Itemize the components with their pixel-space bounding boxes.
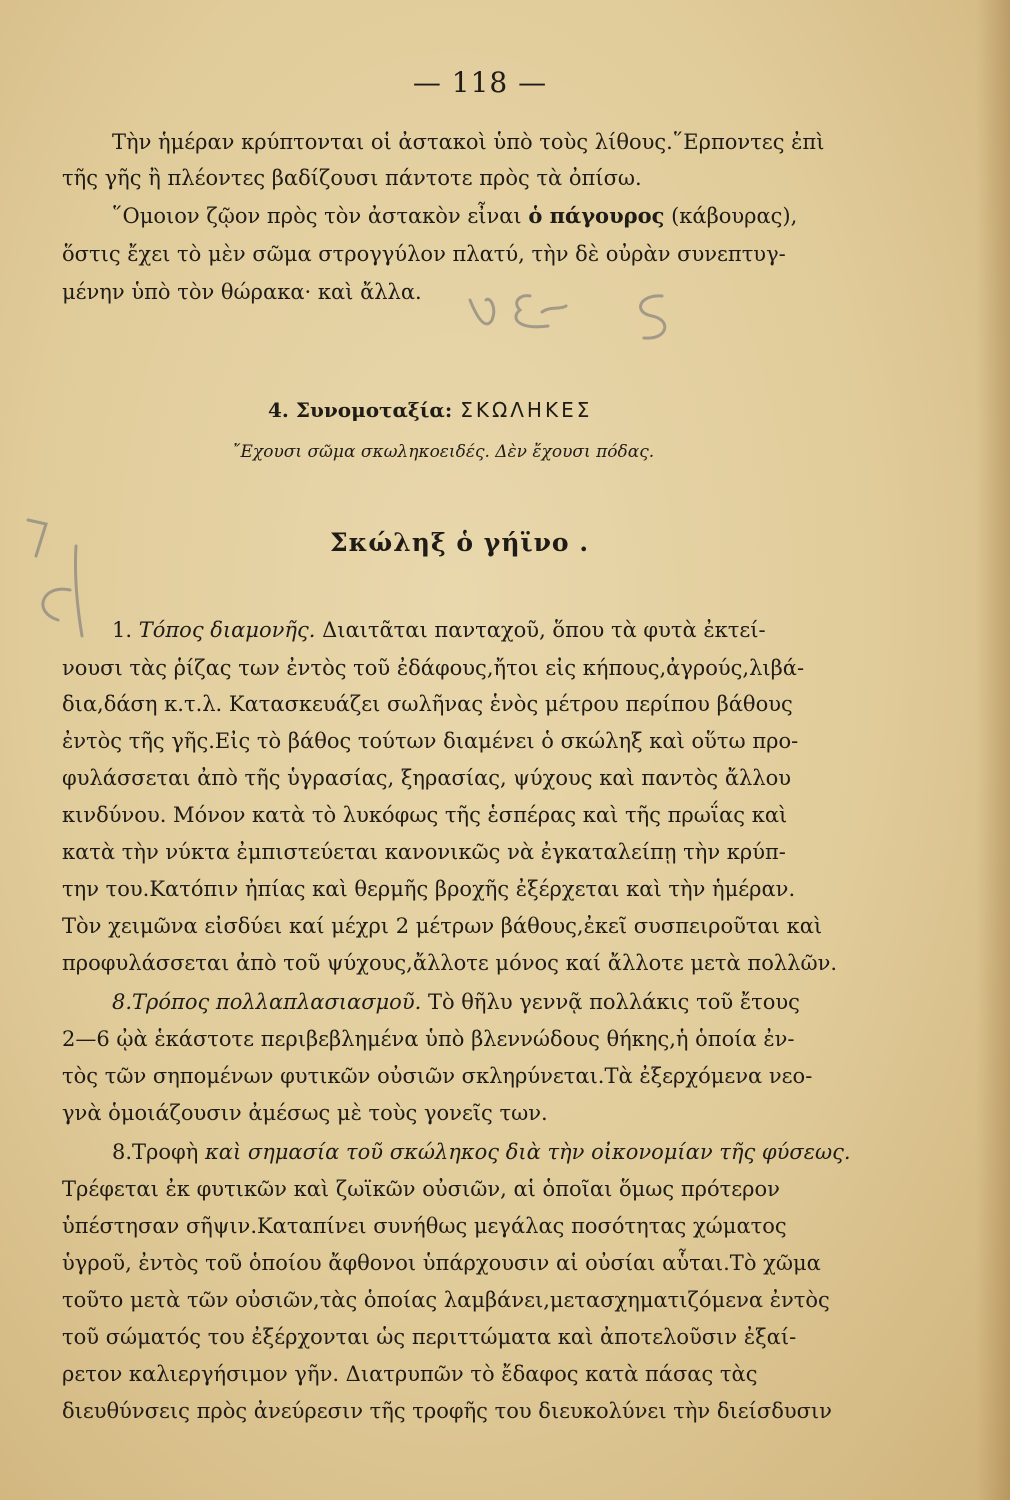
text-span: Τὸ θῆλυ γεννᾷ πολλάκις τοῦ ἔτους [421,990,800,1014]
paragraph-heading: 8.Τρόπος πολλαπλασιασμοῦ. [112,990,422,1014]
pencil-stroke-6 [43,546,82,636]
pencil-stroke-1 [470,299,494,324]
text-line: φυλάσσεται ἀπὸ τῆς ὑγρασίας, ξηρασίας, ψύχους καὶ παντὸς ἄλλου [62,766,792,790]
text-line: τὸς τῶν σηπομένων φυτικῶν οὐσιῶν σκληρύνεται.Τὰ ἐξερχόμενα νεο- [62,1064,813,1088]
text-line: ἐντὸς τῆς γῆς.Εἰς τὸ βάθος τούτων διαμένει ὁ σκώληξ καὶ οὕτω προ- [62,729,799,753]
paragraph-heading: Τόπος διαμονῆς. [138,618,316,642]
text-line [112,202,797,230]
pencil-stroke-4 [641,296,665,338]
text-line: διευθύνσεις πρὸς ἀνεύρεσιν τῆς τροφῆς του διευκολύνει τὴν διείσδυσιν [62,1399,832,1423]
text-line: τοῦτο μετὰ τῶν οὐσιῶν,τὰς ὁποίας λαμβάνει,μετασχηματιζόμενα ἐντὸς [62,1288,830,1312]
text-span: Διαιτᾶται πανταχοῦ, ὅπου τὰ φυτὰ ἐκτεί- [315,618,766,642]
text-line: ρετον καλιεργήσιμον γῆν. Διατρυπῶν τὸ ἔδαφος κατὰ πάσας τὰς [62,1362,758,1386]
text-line: την του.Κατόπιν ἠπίας καὶ θερμῆς βροχῆς ἐξέρχεται καὶ τὴν ἡμέραν. [62,877,796,901]
text-line: κατὰ τὴν νύκτα ἐμπιστεύεται κανονικῶς νὰ ἐγκαταλείπῃ τὴν κρύπ- [62,840,786,864]
text-line: κινδύνου. Μόνον κατὰ τὸ λυκόφως τῆς ἑσπέρας καὶ τῆς πρωΐας καὶ [62,803,788,827]
text-line: ὑπέστησαν σῆψιν.Καταπίνει συνήθως μεγάλας ποσότητας χώματος [62,1214,787,1238]
text-line: δια,δάση κ.τ.λ. Κατασκευάζει σωλῆνας ἑνὸς μέτρου περίπου βάθους [62,692,793,716]
text-line: μένην ὑπὸ τὸν θώρακα· καὶ ἄλλα. [62,280,422,304]
text-line: τοῦ σώματός του ἐξέρχονται ὡς περιττώματα καὶ ἀποτελοῦσιν ἐξαί- [62,1325,797,1349]
paragraph-number: 1. [112,618,139,642]
page-title: Σκώληξ ὁ γήϊνο . [330,528,590,557]
text-line: Τὴν ἡμέραν κρύπτονται οἱ ἀστακοὶ ὑπὸ τοὺς λίθους.῞Ερποντες ἐπὶ [112,130,825,154]
text-line [112,988,800,1016]
text-line: προφυλάσσεται ἀπὸ τοῦ ψύχους,ἄλλοτε μόνος καί ἄλλοτε μετὰ πολλῶν. [62,951,838,975]
text-span: ῞Ομοιον ζῷον πρὸς τὸν ἀστακὸν εἶναι [112,204,529,228]
paragraph-heading-italic: καὶ σημασία τοῦ σκώληκος διὰ τὴν οἰκονομίαν τῆς φύσεως. [205,1140,851,1164]
section-heading-label: 4. Συνομοταξία: [268,398,453,422]
text-span: (κάβουρας), [664,204,798,228]
text-line [112,616,766,644]
highlighted-term: ὁ πάγουρος [528,203,665,228]
text-line: ὑγροῦ, ἐντὸς τοῦ ὁποίου ἄφθονοι ὑπάρχουσιν αἱ οὐσίαι αὗται.Τὸ χῶμα [62,1251,821,1275]
text-line: γνὰ ὁμοιάζουσιν ἀμέσως μὲ τοὺς γονεῖς των. [62,1101,548,1125]
page-number: — 118 — [412,66,548,99]
text-line: Τὸν χειμῶνα εἰσδύει καί μέχρι 2 μέτρων βάθους,ἐκεῖ συσπειροῦται καὶ [62,914,823,938]
text-line: 2—6 ᾠὰ ἑκάστοτε περιβεβλημένα ὑπὸ βλεννώδους θήκης,ἡ ὁποία ἐν- [62,1027,795,1051]
pencil-stroke-3 [542,306,566,312]
pencil-stroke-5 [28,520,46,556]
text-line [112,1138,851,1166]
paragraph-heading: 8.Τροφὴ [112,1140,205,1164]
section-heading-caps: ΣΚΩΛΗΚΕΣ [460,398,593,422]
text-line: νουσι τὰς ῥίζας των ἐντὸς τοῦ ἐδάφους,ἤτοι εἰς κήπους,ἀγρούς,λιβά- [62,656,805,680]
section-subheading: ῎Εχουσι σῶμα σκωληκοειδές. Δὲν ἔχουσι πόδας. [232,442,655,462]
section-heading [268,398,592,422]
text-line: Τρέφεται ἐκ φυτικῶν καὶ ζωϊκῶν οὐσιῶν, αἱ ὁποῖαι ὅμως πρότερον [62,1177,780,1201]
text-line: τῆς γῆς ἢ πλέοντες βαδίζουσι πάντοτε πρὸς τὰ ὀπίσω. [62,166,642,190]
text-line: ὅστις ἔχει τὸ μὲν σῶμα στρογγύλον πλατύ, τὴν δὲ οὐρὰν συνεπτυγ- [62,242,786,266]
